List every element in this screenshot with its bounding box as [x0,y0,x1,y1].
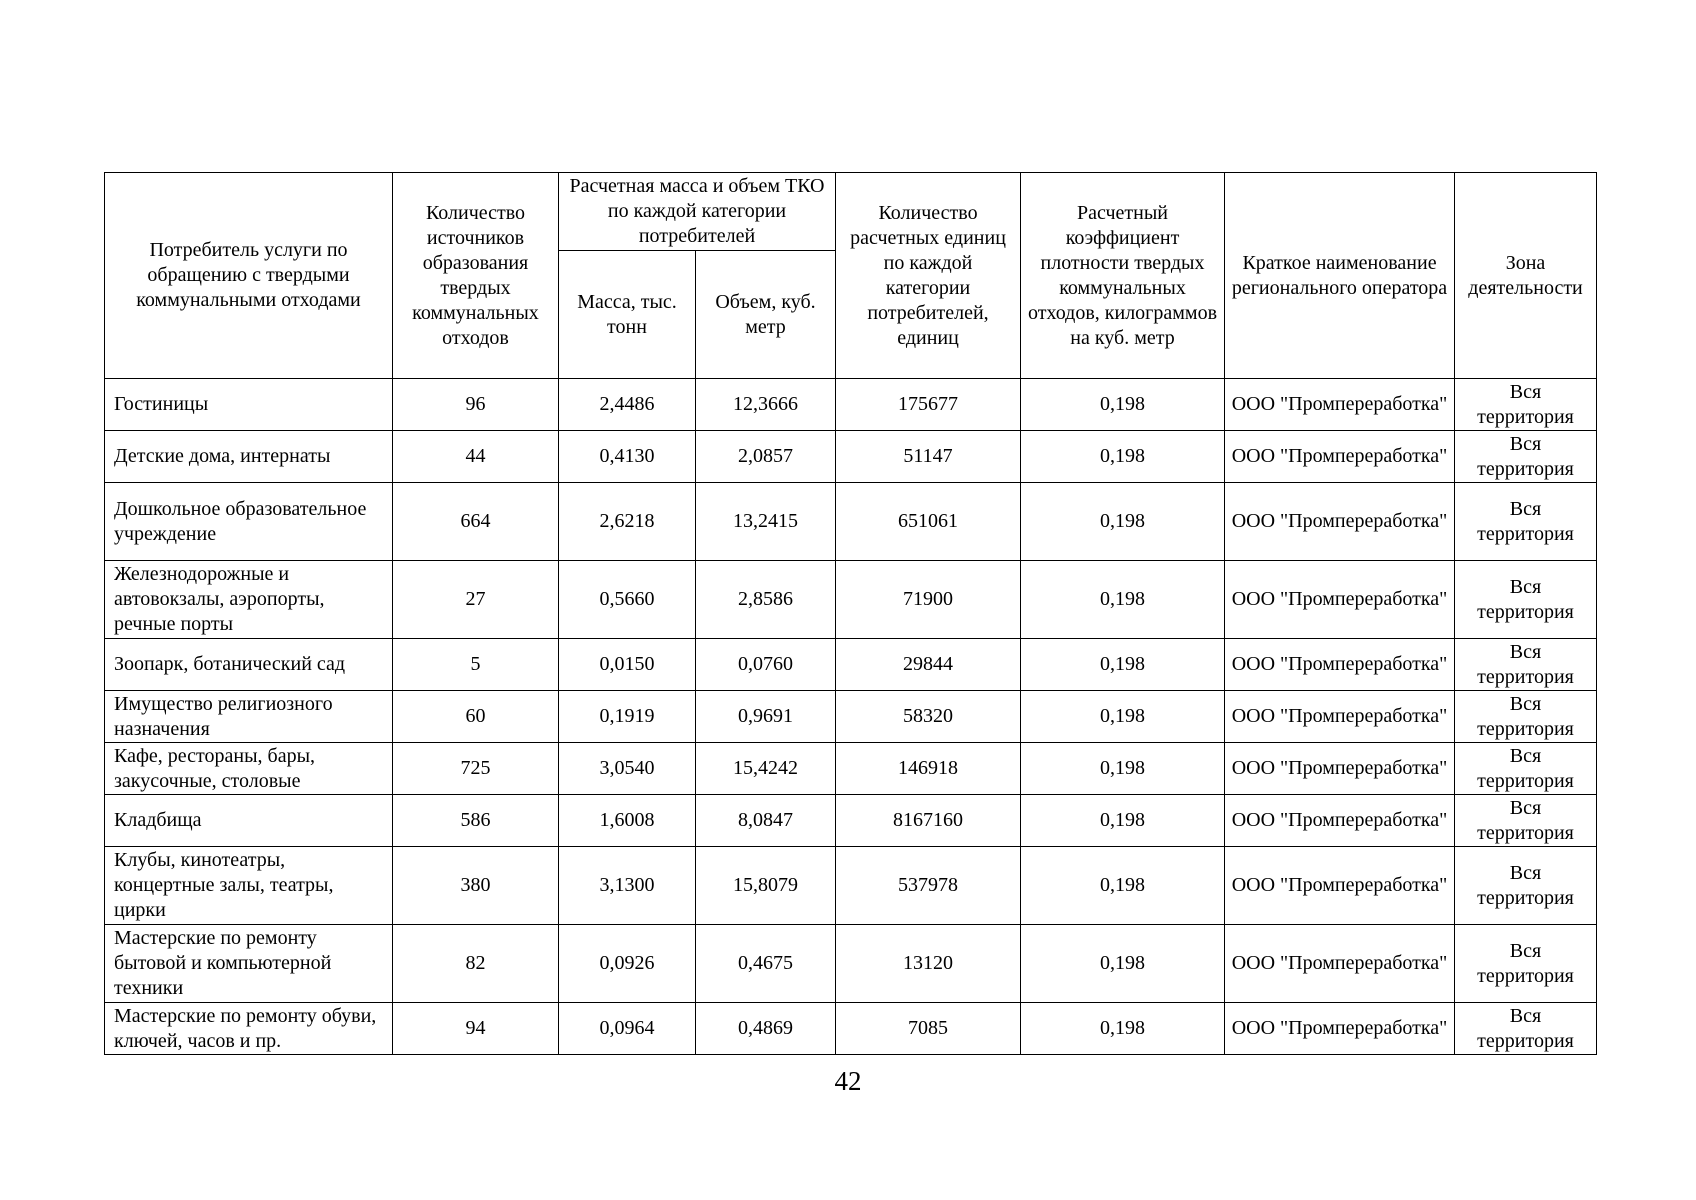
cell-volume: 15,4242 [696,743,836,795]
cell-units: 175677 [836,379,1021,431]
cell-consumer: Зоопарк, ботанический сад [105,639,393,691]
cell-sources: 664 [393,483,559,561]
cell-sources: 82 [393,925,559,1003]
table-row [105,431,1597,483]
table-row [105,925,1597,1003]
header-operator: Краткое наименование регионального оператора [1225,173,1455,379]
header-consumer: Потребитель услуги по обращению с твердыми коммунальными отходами [105,173,393,379]
cell-coef: 0,198 [1021,743,1225,795]
cell-coef: 0,198 [1021,379,1225,431]
cell-consumer: Кафе, рестораны, бары, закусочные, столовые [105,743,393,795]
table-row [105,847,1597,925]
cell-consumer: Имущество религиозного назначения [105,691,393,743]
cell-mass: 3,0540 [559,743,696,795]
header-zone: Зона деятельности [1455,173,1597,379]
table-row [105,743,1597,795]
cell-operator: ООО "Промпереработка" [1225,561,1455,639]
header-mass: Масса, тыс. тонн [559,251,696,379]
cell-sources: 94 [393,1003,559,1055]
cell-consumer: Гостиницы [105,379,393,431]
cell-operator: ООО "Промпереработка" [1225,1003,1455,1055]
cell-coef: 0,198 [1021,431,1225,483]
cell-coef: 0,198 [1021,561,1225,639]
cell-zone: Вся территория [1455,847,1597,925]
cell-sources: 60 [393,691,559,743]
cell-consumer: Детские дома, интернаты [105,431,393,483]
cell-units: 13120 [836,925,1021,1003]
cell-volume: 0,0760 [696,639,836,691]
cell-coef: 0,198 [1021,925,1225,1003]
cell-mass: 2,6218 [559,483,696,561]
cell-consumer: Дошкольное образовательное учреждение [105,483,393,561]
table-row [105,561,1597,639]
cell-zone: Вся территория [1455,691,1597,743]
cell-sources: 586 [393,795,559,847]
cell-operator: ООО "Промпереработка" [1225,847,1455,925]
cell-mass: 0,0926 [559,925,696,1003]
cell-operator: ООО "Промпереработка" [1225,743,1455,795]
cell-sources: 44 [393,431,559,483]
cell-units: 71900 [836,561,1021,639]
header-sources: Количество источников образования твердых коммунальных отходов [393,173,559,379]
cell-mass: 2,4486 [559,379,696,431]
cell-mass: 1,6008 [559,795,696,847]
cell-zone: Вся территория [1455,379,1597,431]
cell-zone: Вся территория [1455,795,1597,847]
table-row [105,795,1597,847]
cell-operator: ООО "Промпереработка" [1225,483,1455,561]
cell-units: 146918 [836,743,1021,795]
cell-zone: Вся территория [1455,639,1597,691]
cell-volume: 8,0847 [696,795,836,847]
cell-mass: 0,0964 [559,1003,696,1055]
cell-sources: 380 [393,847,559,925]
cell-volume: 15,8079 [696,847,836,925]
cell-mass: 0,1919 [559,691,696,743]
cell-mass: 0,4130 [559,431,696,483]
cell-mass: 0,0150 [559,639,696,691]
cell-sources: 96 [393,379,559,431]
cell-volume: 12,3666 [696,379,836,431]
cell-units: 29844 [836,639,1021,691]
cell-coef: 0,198 [1021,483,1225,561]
cell-zone: Вся территория [1455,743,1597,795]
cell-consumer: Мастерские по ремонту бытовой и компьютерной техники [105,925,393,1003]
cell-coef: 0,198 [1021,691,1225,743]
cell-consumer: Кладбища [105,795,393,847]
cell-operator: ООО "Промпереработка" [1225,639,1455,691]
cell-operator: ООО "Промпереработка" [1225,925,1455,1003]
cell-zone: Вся территория [1455,431,1597,483]
cell-units: 58320 [836,691,1021,743]
cell-consumer: Мастерские по ремонту обуви, ключей, часов и пр. [105,1003,393,1055]
cell-units: 8167160 [836,795,1021,847]
cell-coef: 0,198 [1021,795,1225,847]
header-units: Количество расчетных единиц по каждой категории потребителей, единиц [836,173,1021,379]
table-row [105,1003,1597,1055]
cell-sources: 27 [393,561,559,639]
cell-operator: ООО "Промпереработка" [1225,379,1455,431]
cell-mass: 0,5660 [559,561,696,639]
cell-mass: 3,1300 [559,847,696,925]
header-mass-volume: Расчетная масса и объем ТКО по каждой категории потребителей [559,173,836,251]
cell-coef: 0,198 [1021,847,1225,925]
cell-coef: 0,198 [1021,1003,1225,1055]
cell-consumer: Железнодорожные и автовокзалы, аэропорты, речные порты [105,561,393,639]
cell-volume: 0,9691 [696,691,836,743]
cell-units: 7085 [836,1003,1021,1055]
header-coef: Расчетный коэффициент плотности твердых коммунальных отходов, килограммов на куб. метр [1021,173,1225,379]
cell-volume: 13,2415 [696,483,836,561]
cell-volume: 2,8586 [696,561,836,639]
cell-sources: 5 [393,639,559,691]
cell-volume: 0,4675 [696,925,836,1003]
cell-volume: 0,4869 [696,1003,836,1055]
cell-units: 537978 [836,847,1021,925]
table-row [105,639,1597,691]
cell-operator: ООО "Промпереработка" [1225,795,1455,847]
cell-zone: Вся территория [1455,925,1597,1003]
table-row [105,483,1597,561]
cell-zone: Вся территория [1455,1003,1597,1055]
cell-zone: Вся территория [1455,483,1597,561]
cell-units: 51147 [836,431,1021,483]
cell-operator: ООО "Промпереработка" [1225,691,1455,743]
header-volume: Объем, куб. метр [696,251,836,379]
cell-zone: Вся территория [1455,561,1597,639]
cell-volume: 2,0857 [696,431,836,483]
table-row [105,691,1597,743]
waste-data-table [104,172,1597,1055]
cell-consumer: Клубы, кинотеатры, концертные залы, театры, цирки [105,847,393,925]
table-row [105,379,1597,431]
cell-units: 651061 [836,483,1021,561]
cell-coef: 0,198 [1021,639,1225,691]
cell-sources: 725 [393,743,559,795]
page-number: 42 [834,1066,862,1096]
cell-operator: ООО "Промпереработка" [1225,431,1455,483]
